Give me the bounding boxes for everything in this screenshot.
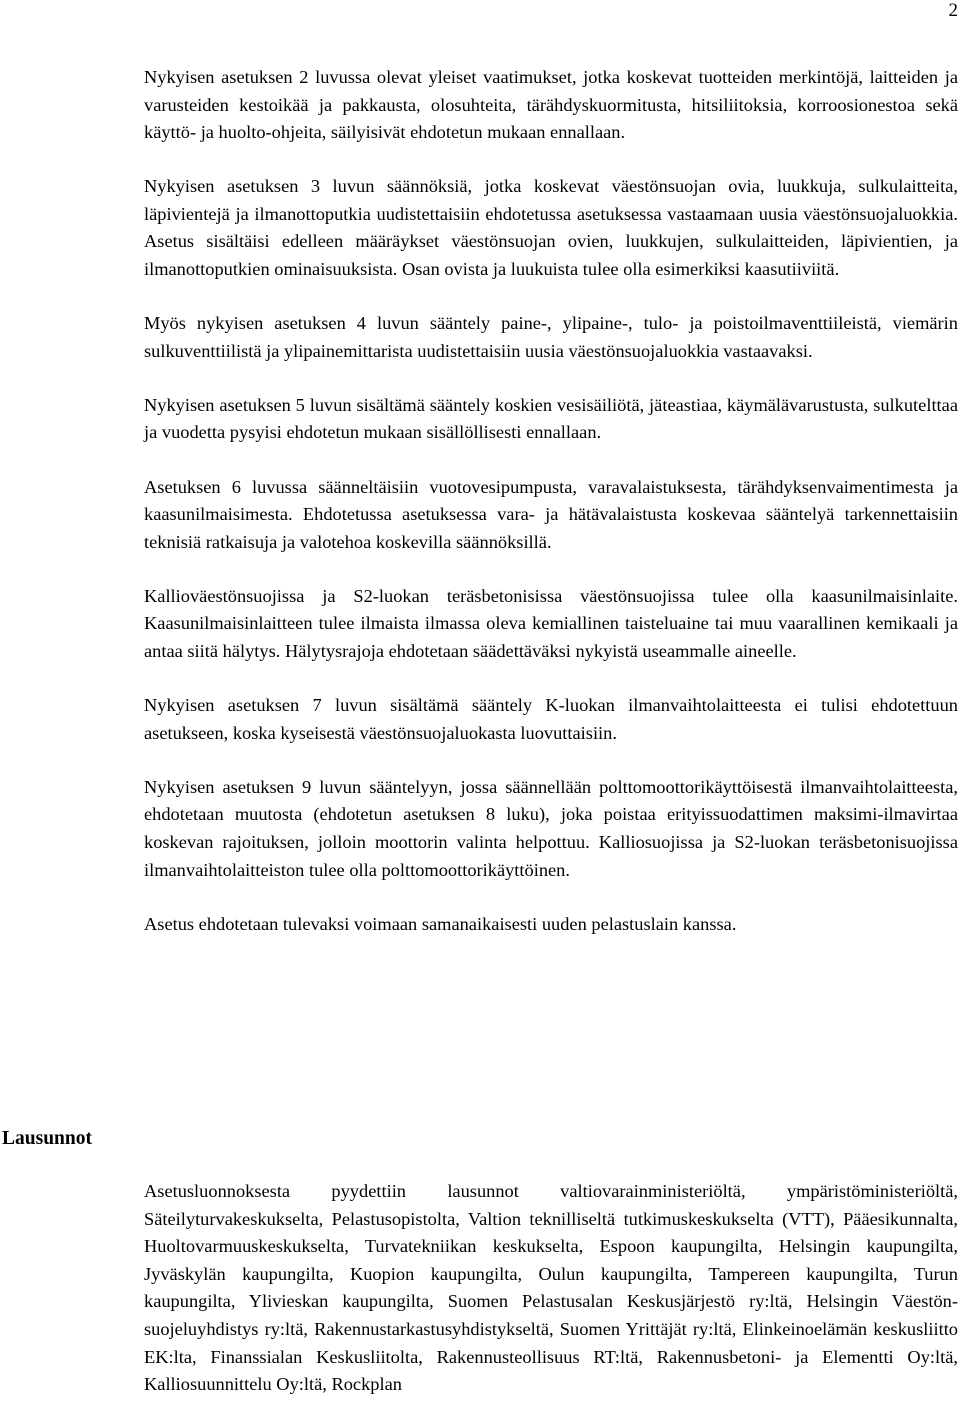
paragraph-entry-into-force: Asetus ehdotetaan tulevaksi voimaan samanaikaisesti uuden pelastuslain kanssa. — [144, 913, 737, 934]
paragraph-chapter-5: Nykyisen asetuksen 5 luvun sisältämä sääntely koskien vesisäiliötä, jäteastiaa, käymälävarustusta, sulkutelttaa ja vuodetta pysyisi ehdotetun mukaan sisällöllisesti ennallaan. — [144, 394, 958, 443]
page-number: 2 — [948, 0, 958, 21]
paragraph-chapter-4: Myös nykyisen asetuksen 4 luvun sääntely paine-, ylipaine-, tulo- ja poistoilmaventtiileistä, viemärin sulkuventtiilistä ja ylipainemittarista uudistettaisiin uusia väestönsuojaluokkia vastaavaksi. — [144, 313, 958, 361]
paragraph-chapter-2: Nykyisen asetuksen 2 luvussa olevat yleiset vaatimukset, jotka koskevat tuotteiden merkintöjä, laitteiden ja varusteiden kestoikää ja pakkausta, olosuhteita, tärähdyskuormitusta, hitsiliitoksia, korroosionestoa sekä käyttö- ja huolto-ohjeita, säilyisivät ehdotetun mukaan ennallaan. — [144, 67, 958, 143]
section-heading-lausunnot: Lausunnot — [2, 1128, 92, 1149]
paragraph-lausunnot: Asetusluonnoksesta pyydettiin lausunnot valtiovarainministeriöltä, ympäristöministeriöltä, Säteilyturvakeskukselta, Pelastusopistolta, Valtion teknilliseltä tutkimuskeskukselta (VTT), Pääesikunnalta, Huoltovarmuuskeskukselta, Turvatekniikan keskukselta, Espoon kaupungilta, Helsingin kaupungilta, Jyväskylän kaupungilta, Kuopion kaupungilta, Oulun kaupungilta, Tampereen kaupungilta, Turun kaupungilta, Ylivieskan kaupungilta, Suomen Pelastusalan Keskusjärjestö ry:ltä, Helsingin Väestönsuojeluyhdistys ry:ltä, Rakennustarkastusyhdistykseltä, Suomen Yrittäjät ry:ltä, Elinkeinoelämän keskusliitto EK:lta, Finanssialan Keskusliitolta, Rakennusteollisuus RT:ltä, Rakennusbetoni- ja Elementti Oy:ltä, Kalliosuunnittelu Oy:ltä, Rockplan — [144, 1181, 958, 1395]
body-text — [144, 64, 958, 965]
paragraph-gas-detector: Kallioväestönsuojissa ja S2-luokan teräsbetonisissa väestönsuojissa tulee olla kaasunilmaisinlaite. Kaasunilmaisinlaitteen tulee ilmaista ilmassa oleva kemiallinen taisteluaine tai muu vaarallinen kemikaali ja antaa siitä hälytys. Hälytysrajoja ehdotetaan säädettäväksi nykyistä useammalle aineelle. — [144, 585, 958, 661]
paragraph-chapter-7: Nykyisen asetuksen 7 luvun sisältämä sääntely K-luokan ilmanvaihtolaitteesta ei tulisi ehdotettuun asetukseen, koska kyseisestä väestönsuojaluokasta luovuttaisiin. — [144, 695, 958, 743]
paragraph-chapter-3: Nykyisen asetuksen 3 luvun säännöksiä, jotka koskevat väestönsuojan ovia, luukkuja, sulkulaitteita, läpivientejä ja ilmanottoputkia uudistettaisiin ehdotetussa asetuksessa vastaamaan uusia väestönsuojaluokkia. Asetus sisältäisi edelleen määräykset väestönsuojan ovien, luukkujen, sulkulaitteiden, läpivientien, ja ilmanottoputkien ominaisuuksista. Osan ovista ja luukuista tulee olla esimerkiksi kaasutiiviitä. — [144, 176, 958, 280]
paragraph-chapter-6: Asetuksen 6 luvussa säänneltäisiin vuotovesipumpusta, varavalaistuksesta, tärähdyksenvaimentimesta ja kaasunilmaisimesta. Ehdotetussa asetuksessa vara- ja hätävalaistusta koskevaa sääntelyä tarkennettaisiin teknisiä ratkaisuja ja valotehoa koskevilla säännöksillä. — [144, 476, 958, 552]
lausunnot-section — [144, 1178, 958, 1399]
paragraph-chapter-9: Nykyisen asetuksen 9 luvun sääntelyyn, jossa säännellään polttomoottorikäyttöisestä ilmanvaihtolaitteesta, ehdotetaan muutosta (ehdotetun asetuksen 8 luku), joka poistaa erityissuodattimen maksimi-ilmavirtaa koskevan rajoituksen, jolloin moottorin valinta helpottuu. Kalliosuojissa ja S2-luokan teräsbetonisuojissa ilmanvaihtolaitteiston tulee olla polttomoottorikäyttöinen. — [144, 776, 958, 880]
